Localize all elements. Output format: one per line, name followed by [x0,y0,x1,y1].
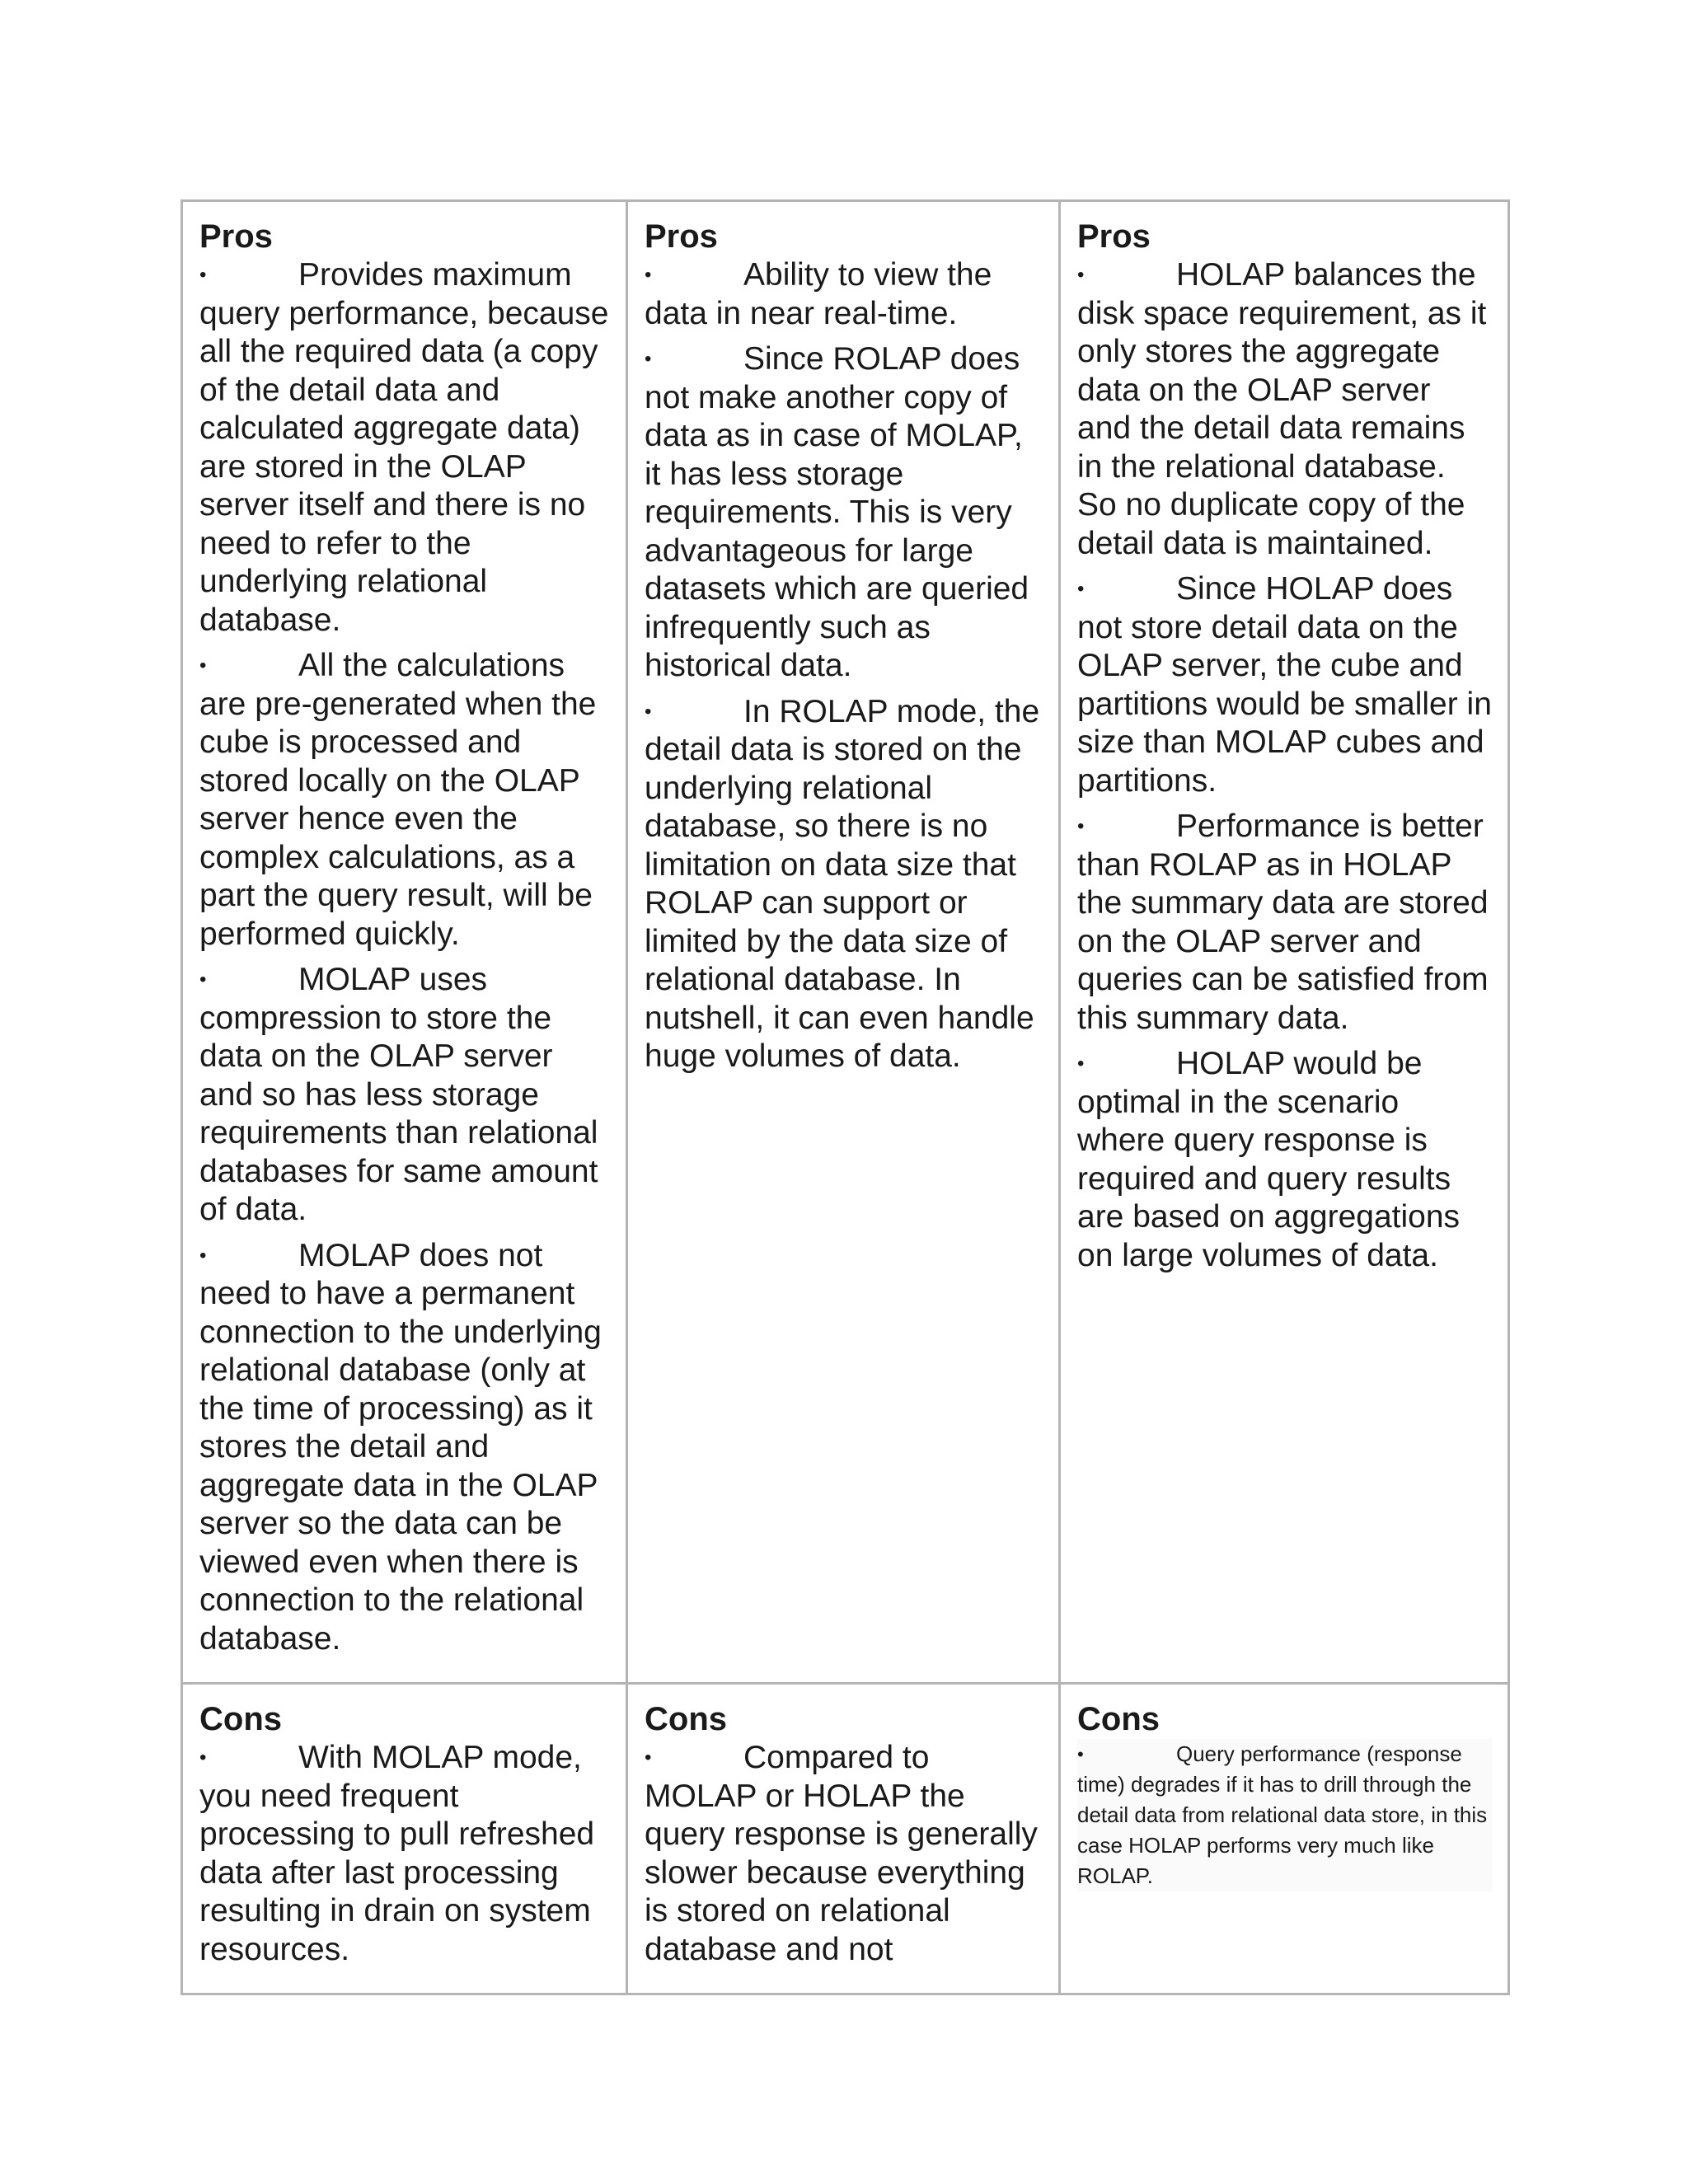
list-item-text: HOLAP balances the disk space requirement, as it only stores the aggregate data on the OLAP server and the detail data remains in the relational database. So no duplicate copy of the detail data is maintained. [1077,257,1487,561]
bullet-icon: • [645,264,652,286]
pros-heading: Pros [199,218,273,255]
rolap-cons-cell [627,1684,1060,1994]
list-item [1077,808,1493,1038]
list-item [199,1739,611,1969]
list-item-text: Since HOLAP does not store detail data on the OLAP server, the cube and partitions would be smaller in size than MOLAP cubes and partitions. [1077,571,1492,799]
bullet-icon: • [199,654,207,677]
list-item-text: Query performance (response time) degrades if it has to drill through the detail data from relational data store, in this case HOLAP performs very much like ROLAP. [1077,1741,1488,1888]
list-item-text: Since ROLAP does not make another copy of data as in case of MOLAP, it has less storage requirements. This is very advantageous for large datasets which are queried infrequently such as historical data. [645,341,1029,683]
bullet-icon: • [1077,264,1085,286]
list-item [1077,570,1493,800]
cons-row [182,1684,1509,1994]
holap-cons-cell [1060,1684,1509,1994]
list-item-text: MOLAP uses compression to store the data on the OLAP server and so has less storage requirements than relational databases for same amount of data. [199,962,598,1227]
list-item-text: Ability to view the data in near real-time. [645,257,992,331]
bullet-icon: • [1077,1052,1085,1075]
bullet-icon: • [1077,578,1085,600]
bullet-icon: • [1077,815,1085,837]
molap-pros-cell [182,201,627,1684]
pros-heading: Pros [645,218,718,255]
pros-row [182,201,1509,1684]
bullet-icon: • [1077,1744,1084,1765]
molap-cons-cell [182,1684,627,1994]
rolap-pros-cell [627,201,1060,1684]
list-item [645,256,1043,333]
list-item-text: Performance is better than ROLAP as in HOLAP the summary data are stored on the OLAP server and queries can be satisfied from this summary data. [1077,808,1489,1036]
bullet-icon: • [645,1746,652,1769]
bullet-icon: • [645,700,652,723]
bullet-icon: • [645,348,652,370]
bullet-icon: • [199,1746,207,1769]
list-item-text: Compared to MOLAP or HOLAP the query response is generally slower because everything is stored on relational database and not [645,1740,1038,1967]
list-item [645,1739,1043,1969]
list-item-text: All the calculations are pre-generated when the cube is processed and stored locally on the OLAP server hence even the complex calculations, as a part the query result, will be performed quickly. [199,648,597,952]
list-item [1077,1045,1493,1275]
list-item-text: With MOLAP mode, you need frequent processing to pull refreshed data after last processing resulting in drain on system resources. [199,1740,595,1967]
list-item [645,340,1043,686]
list-item-text: HOLAP would be optimal in the scenario where query response is required and query results are based on aggregations on large volumes of data. [1077,1046,1461,1273]
bullet-icon: • [199,968,207,991]
bullet-icon: • [199,264,207,286]
list-item [199,1237,611,1659]
list-item-text: Provides maximum query performance, because all the required data (a copy of the detail data and calculated aggregate data) are stored in the OLAP server itself and there is no need to refer to the underlying relational database. [199,257,609,638]
list-item-text: MOLAP does not need to have a permanent connection to the underlying relational database (only at the time of processing) as it stores the detail and aggregate data in the OLAP server so the data can be viewed even when there is connection to the relational database. [199,1237,602,1657]
list-item [199,647,611,954]
holap-pros-cell [1060,201,1509,1684]
cons-heading: Cons [199,1701,282,1737]
list-item [1077,256,1493,563]
bullet-icon: • [199,1244,207,1267]
list-item [199,961,611,1230]
cons-heading: Cons [1077,1701,1160,1737]
pros-heading: Pros [1077,218,1151,255]
list-item [645,693,1043,1076]
cons-heading: Cons [645,1701,727,1737]
list-item [199,256,611,640]
list-item [1077,1739,1493,1891]
list-item-text: In ROLAP mode, the detail data is stored on the underlying relational database, so there is no limitation on data size that ROLAP can support or limited by the data size of relational database. In nutshell, it can even handle huge volumes of data. [645,693,1040,1074]
comparison-table [181,199,1510,1995]
